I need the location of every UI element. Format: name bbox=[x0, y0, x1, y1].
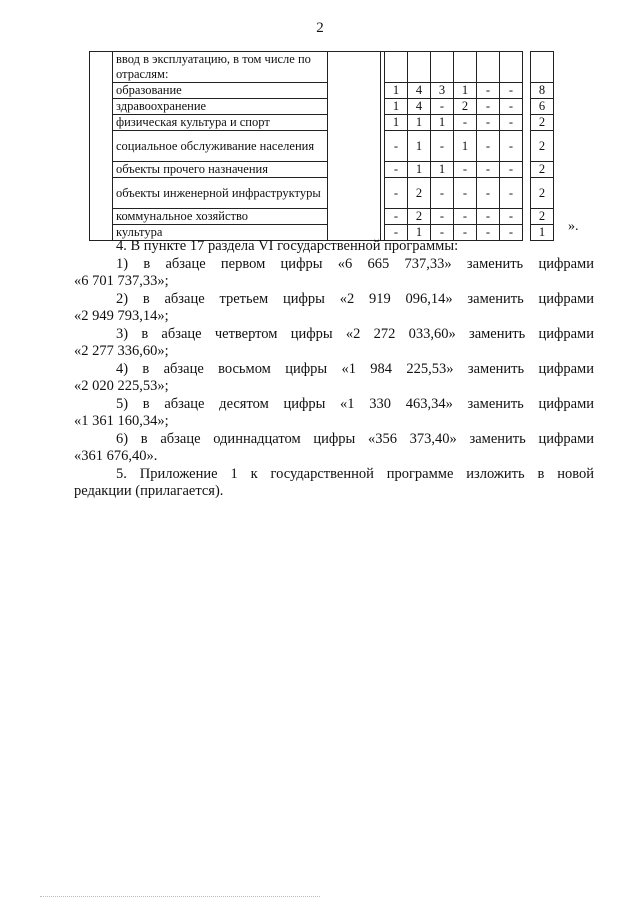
page-number: 2 bbox=[316, 20, 324, 36]
row-value: - bbox=[477, 178, 500, 209]
row-value: - bbox=[454, 162, 477, 178]
row-value: - bbox=[500, 178, 523, 209]
statistics-table bbox=[89, 51, 554, 241]
row-value: - bbox=[431, 225, 454, 241]
row-total: 8 bbox=[531, 83, 554, 99]
row-value: - bbox=[431, 131, 454, 162]
row-value: 2 bbox=[408, 178, 431, 209]
row-value: - bbox=[500, 115, 523, 131]
table-row bbox=[90, 115, 554, 131]
amendment-item-line2: «1 361 160,34»; bbox=[74, 413, 169, 429]
amendment-item-line1: 6) в абзаце одиннадцатом цифры «356 373,40» заменить цифрами bbox=[116, 430, 594, 447]
row-label: образование bbox=[113, 83, 328, 99]
row-total: 1 bbox=[531, 225, 554, 241]
row-value: 1 bbox=[431, 115, 454, 131]
row-label: культура bbox=[113, 225, 328, 241]
row-value: - bbox=[431, 99, 454, 115]
row-value: 2 bbox=[408, 209, 431, 225]
amendment-item-line2: «6 701 737,33»; bbox=[74, 273, 169, 289]
row-label: физическая культура и спорт bbox=[113, 115, 328, 131]
amendment-item-line2: «361 676,40». bbox=[74, 448, 158, 464]
row-value: - bbox=[500, 131, 523, 162]
row-total: 2 bbox=[531, 115, 554, 131]
row-total: 6 bbox=[531, 99, 554, 115]
row-total: 2 bbox=[531, 178, 554, 209]
closing-quote: ». bbox=[568, 219, 579, 234]
row-value: - bbox=[385, 209, 408, 225]
row-value: - bbox=[500, 83, 523, 99]
row-value: 1 bbox=[385, 83, 408, 99]
row-label: здравоохранение bbox=[113, 99, 328, 115]
row-value: 4 bbox=[408, 99, 431, 115]
amendment-item-line1: 4) в абзаце восьмом цифры «1 984 225,53» заменить цифрами bbox=[116, 360, 594, 377]
row-total: 2 bbox=[531, 162, 554, 178]
table-header-row bbox=[90, 52, 554, 83]
table-row bbox=[90, 83, 554, 99]
row-value: - bbox=[477, 225, 500, 241]
footer-rule bbox=[40, 896, 320, 897]
row-value: - bbox=[477, 162, 500, 178]
row-value: 1 bbox=[408, 225, 431, 241]
row-label: социальное обслуживание населения bbox=[113, 131, 328, 162]
amendment-item-line2: «2 277 336,60»; bbox=[74, 343, 169, 359]
document-body bbox=[74, 238, 594, 501]
row-value: 1 bbox=[431, 162, 454, 178]
row-total: 2 bbox=[531, 131, 554, 162]
row-value: - bbox=[477, 131, 500, 162]
row-value: - bbox=[431, 209, 454, 225]
row-value: 1 bbox=[454, 83, 477, 99]
row-value: - bbox=[477, 99, 500, 115]
row-value: - bbox=[385, 131, 408, 162]
amendment-item-line1: 5) в абзаце десятом цифры «1 330 463,34» заменить цифрами bbox=[116, 395, 594, 412]
row-value: 1 bbox=[454, 131, 477, 162]
row-value: - bbox=[454, 178, 477, 209]
amendment-item-line2: «2 020 225,53»; bbox=[74, 378, 169, 394]
row-value: 2 bbox=[454, 99, 477, 115]
row-value: - bbox=[500, 225, 523, 241]
row-value: 4 bbox=[408, 83, 431, 99]
paragraph-4: 4. В пункте 17 раздела VI государственной программы: bbox=[116, 238, 459, 254]
row-value: - bbox=[431, 178, 454, 209]
row-value: - bbox=[454, 209, 477, 225]
row-value: - bbox=[385, 225, 408, 241]
row-label: объекты прочего назначения bbox=[113, 162, 328, 178]
amendment-list bbox=[74, 256, 594, 466]
table-row bbox=[90, 162, 554, 178]
row-value: - bbox=[454, 115, 477, 131]
row-value: - bbox=[477, 209, 500, 225]
row-value: 1 bbox=[385, 99, 408, 115]
amendment-item-line1: 3) в абзаце четвертом цифры «2 272 033,60» заменить цифрами bbox=[116, 325, 594, 342]
row-value: 1 bbox=[408, 162, 431, 178]
row-total: 2 bbox=[531, 209, 554, 225]
table-header-label: ввод в эксплуатацию, в том числе по отраслям: bbox=[113, 52, 328, 83]
row-value: 1 bbox=[408, 115, 431, 131]
row-value: - bbox=[500, 99, 523, 115]
row-value: - bbox=[385, 162, 408, 178]
table-row bbox=[90, 178, 554, 209]
amendment-item-line2: «2 949 793,14»; bbox=[74, 308, 169, 324]
amendment-item-line1: 2) в абзаце третьем цифры «2 919 096,14» заменить цифрами bbox=[116, 290, 594, 307]
row-label: коммунальное хозяйство bbox=[113, 209, 328, 225]
row-value: 3 bbox=[431, 83, 454, 99]
row-value: 1 bbox=[408, 131, 431, 162]
row-value: - bbox=[385, 178, 408, 209]
table-row bbox=[90, 131, 554, 162]
table-row bbox=[90, 209, 554, 225]
row-value: - bbox=[454, 225, 477, 241]
amendment-item-line1: 1) в абзаце первом цифры «6 665 737,33» заменить цифрами bbox=[116, 255, 594, 272]
row-label: объекты инженерной инфраструктуры bbox=[113, 178, 328, 209]
row-value: - bbox=[500, 162, 523, 178]
table-row bbox=[90, 99, 554, 115]
table-left-column bbox=[90, 52, 113, 241]
row-value: - bbox=[477, 115, 500, 131]
table-blank-column bbox=[328, 52, 381, 241]
paragraph-5-line2: редакции (прилагается). bbox=[74, 483, 224, 499]
row-value: - bbox=[500, 209, 523, 225]
row-value: - bbox=[477, 83, 500, 99]
row-value: 1 bbox=[385, 115, 408, 131]
paragraph-5-line1: 5. Приложение 1 к государственной программе изложить в новой bbox=[116, 465, 594, 482]
